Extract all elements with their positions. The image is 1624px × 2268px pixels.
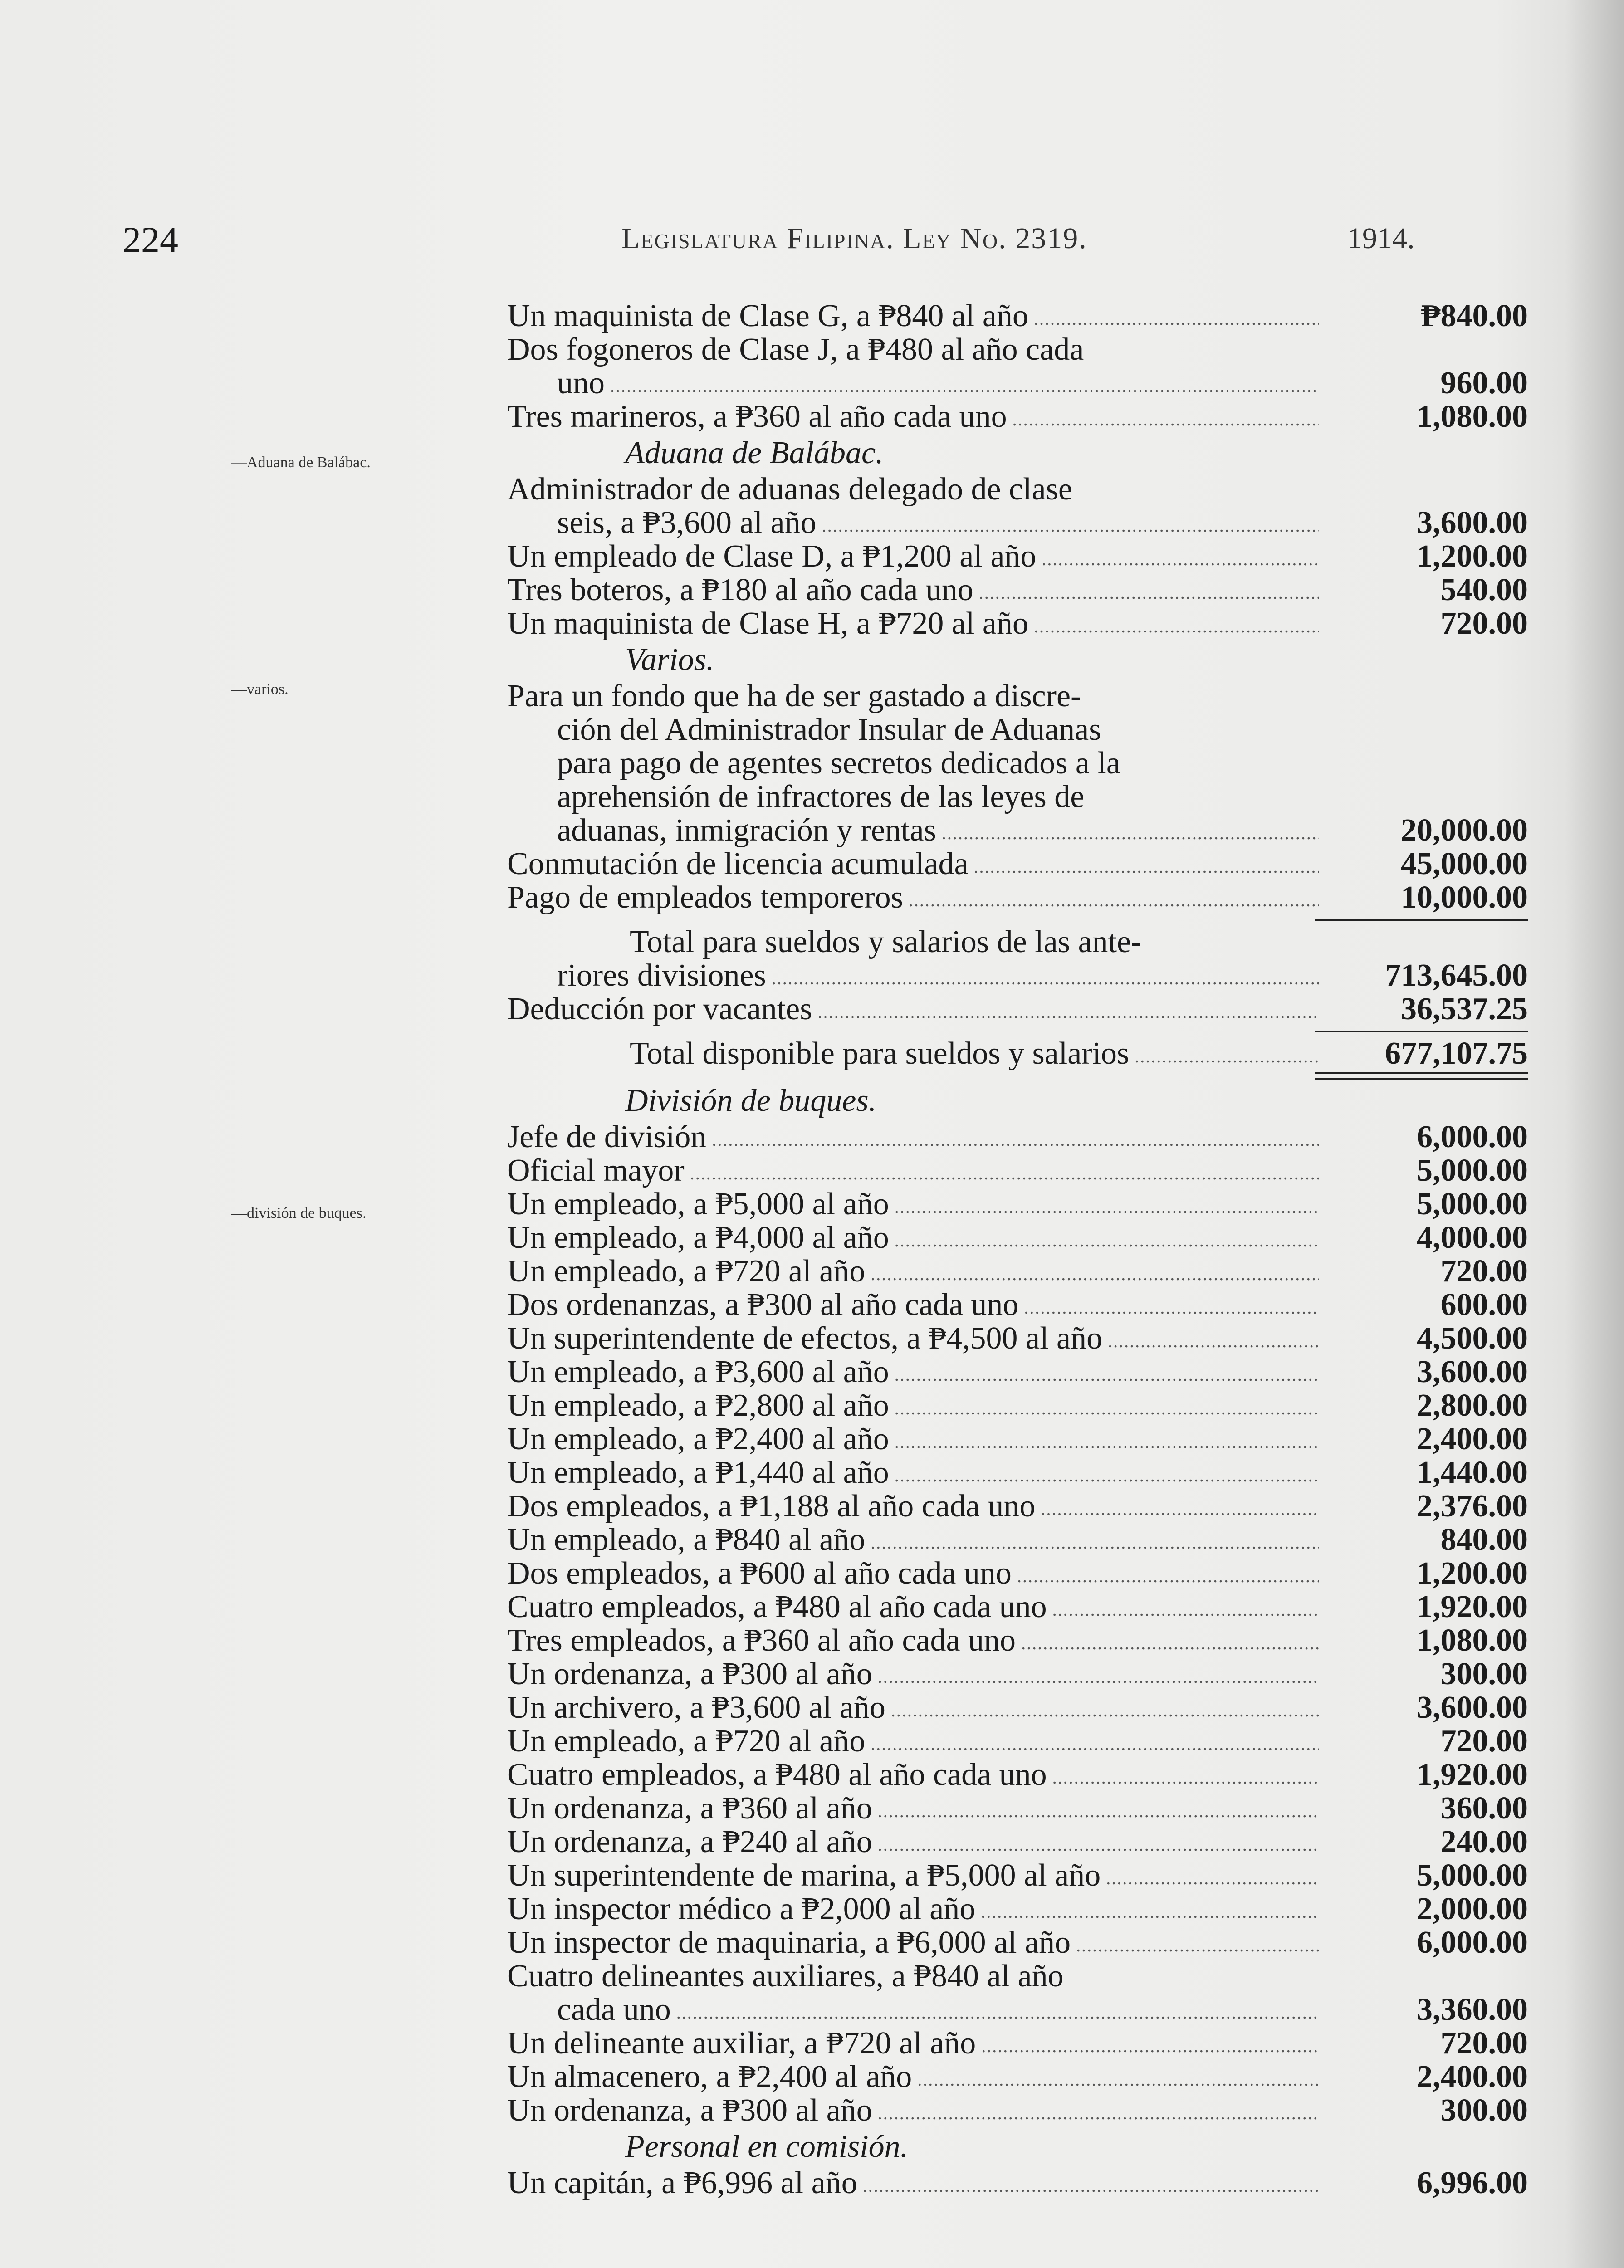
line-item [507, 2094, 1528, 2127]
line-item [507, 780, 1528, 814]
line-item [507, 299, 1528, 333]
line-item-description: Un empleado, a ₱4,000 al año ..... [507, 1221, 1319, 1257]
line-item-amount: 720.00 [1440, 1254, 1528, 1289]
line-item [507, 959, 1528, 992]
line-item [507, 992, 1528, 1026]
line-item-amount: 1,440.00 [1417, 1455, 1528, 1490]
line-item [507, 1490, 1528, 1523]
line-item-description: Dos empleados, a ₱600 al año cada uno ..... [507, 1557, 1319, 1593]
line-item-amount: 1,200.00 [1417, 539, 1528, 574]
line-item-description: Un empleado de Clase D, a ₱1,200 al año ..... [507, 540, 1319, 576]
rule-line [1315, 1031, 1528, 1032]
line-item-description: Un empleado, a ₱5,000 al año ..... [507, 1188, 1319, 1224]
line-item [507, 2166, 1528, 2200]
line-item-amount: 3,360.00 [1417, 1992, 1528, 2027]
line-item [507, 2060, 1528, 2094]
line-item [507, 1859, 1528, 1892]
header-year: 1914. [1347, 222, 1415, 255]
line-item [507, 1154, 1528, 1188]
rule-line [1315, 919, 1528, 921]
total-rule [507, 1026, 1528, 1037]
line-item-description: Un empleado, a ₱3,600 al año ..... [507, 1355, 1319, 1392]
line-item-amount: 2,400.00 [1417, 1422, 1528, 1457]
line-item [507, 1993, 1528, 2027]
line-item-amount: 720.00 [1440, 606, 1528, 641]
appropriation-list [507, 299, 1528, 2200]
double-rule [507, 1070, 1528, 1081]
line-item-description: Un almacenero, a ₱2,400 al año ..... [507, 2060, 1319, 2097]
line-item-description: Un empleado, a ₱840 al año ..... [507, 1523, 1319, 1559]
line-item [507, 1825, 1528, 1859]
total-rule [507, 914, 1528, 925]
section-heading [507, 2127, 1528, 2166]
line-item-amount: 6,000.00 [1417, 1925, 1528, 1960]
line-item-amount: 960.00 [1440, 366, 1528, 401]
line-item-description: Dos ordenanzas, a ₱300 al año cada uno ..... [507, 1288, 1319, 1325]
line-item-description: Dos fogoneros de Clase J, a ₱480 al año cada [507, 333, 1084, 367]
line-item [507, 1624, 1528, 1657]
line-item-description: Un maquinista de Clase H, a ₱720 al año ..... [507, 607, 1319, 643]
line-item [507, 1590, 1528, 1624]
line-item [507, 573, 1528, 607]
line-item [507, 713, 1528, 747]
line-item [507, 1523, 1528, 1557]
line-item-amount: 713,645.00 [1385, 958, 1528, 993]
line-item-description: Cuatro empleados, a ₱480 al año cada uno ..... [507, 1758, 1319, 1794]
line-item [507, 1758, 1528, 1792]
line-item [507, 814, 1528, 847]
line-item-amount: 2,400.00 [1417, 2059, 1528, 2094]
section-heading-text: Personal en comisión. [625, 2129, 909, 2164]
line-item-amount: 2,376.00 [1417, 1489, 1528, 1524]
line-item [507, 1389, 1528, 1422]
line-item-amount: 240.00 [1440, 1824, 1528, 1859]
line-item-amount: 360.00 [1440, 1791, 1528, 1826]
line-item-description: Un ordenanza, a ₱240 al año ..... [507, 1825, 1319, 1862]
line-item-description: Un ordenanza, a ₱300 al año ..... [507, 1657, 1319, 1694]
line-item-description: Total para sueldos y salarios de las ante- [630, 925, 1142, 959]
line-item [507, 679, 1528, 713]
page-header [122, 219, 1447, 273]
line-item-description: Para un fondo que ha de ser gastado a discre- [507, 679, 1081, 714]
margin-note-balabac: —Aduana de Balábac. [231, 454, 371, 471]
section-heading-text: Aduana de Balábac. [625, 435, 884, 470]
line-item [507, 1960, 1528, 1993]
line-item-amount: 1,080.00 [1417, 399, 1528, 434]
line-item [507, 1691, 1528, 1725]
line-item [507, 847, 1528, 881]
line-item [507, 2027, 1528, 2060]
section-heading-text: Varios. [625, 642, 714, 677]
line-item [507, 747, 1528, 780]
line-item-amount: 540.00 [1440, 572, 1528, 607]
line-item [507, 1188, 1528, 1221]
line-item-amount: 600.00 [1440, 1287, 1528, 1322]
line-item-amount: 840.00 [1440, 1522, 1528, 1557]
line-item-amount: 4,500.00 [1417, 1321, 1528, 1356]
line-item-description: Un empleado, a ₱720 al año ..... [507, 1725, 1319, 1761]
line-item-amount: 300.00 [1440, 1657, 1528, 1691]
line-item [507, 1322, 1528, 1355]
line-item [507, 1288, 1528, 1322]
line-item-description: Un ordenanza, a ₱360 al año ..... [507, 1792, 1319, 1828]
line-item [507, 400, 1528, 434]
line-item-description: uno ..... [557, 367, 1319, 403]
page-edge-shadow [1565, 0, 1624, 2268]
line-item [507, 1422, 1528, 1456]
line-item-amount: 1,920.00 [1417, 1589, 1528, 1624]
section-heading-text: División de buques. [625, 1083, 877, 1118]
line-item-description: Dos empleados, a ₱1,188 al año cada uno ..... [507, 1490, 1319, 1526]
line-item [507, 506, 1528, 540]
line-item-description: Un maquinista de Clase G, a ₱840 al año ..... [507, 299, 1319, 336]
line-item-description: Un empleado, a ₱2,400 al año ..... [507, 1422, 1319, 1459]
line-item [507, 881, 1528, 914]
line-item-amount: 10,000.00 [1401, 880, 1528, 915]
line-item-description: Tres empleados, a ₱360 al año cada uno ..... [507, 1624, 1319, 1660]
margin-note-varios: —varios. [231, 681, 289, 698]
line-item-description: riores divisiones ..... [557, 959, 1319, 995]
line-item-description: Un superintendente de marina, a ₱5,000 al año ..... [507, 1859, 1319, 1895]
line-item-description: Un empleado, a ₱2,800 al año ..... [507, 1389, 1319, 1425]
line-item [507, 1926, 1528, 1960]
line-item-amount: 720.00 [1440, 2026, 1528, 2061]
line-item [507, 367, 1528, 400]
line-item [507, 333, 1528, 367]
line-item-amount: 5,000.00 [1417, 1187, 1528, 1222]
line-item-description: Un delineante auxiliar, a ₱720 al año ..... [507, 2027, 1319, 2063]
line-item-description: Un capitán, a ₱6,996 al año ..... [507, 2166, 1319, 2203]
line-item-description: Administrador de aduanas delegado de clase [507, 473, 1072, 507]
line-item-amount: 6,000.00 [1417, 1119, 1528, 1154]
line-item-description: Un superintendente de efectos, a ₱4,500 al año ..... [507, 1322, 1319, 1358]
line-item-amount: 3,600.00 [1417, 1354, 1528, 1389]
section-heading [507, 434, 1528, 473]
line-item [507, 925, 1528, 959]
line-item-amount: 1,920.00 [1417, 1757, 1528, 1792]
line-item-amount: 720.00 [1440, 1724, 1528, 1759]
line-item-amount: 6,996.00 [1417, 2165, 1528, 2200]
line-item-description: Total disponible para sueldos y salarios ..... [630, 1037, 1319, 1073]
line-item [507, 1892, 1528, 1926]
line-item-description: Un inspector de maquinaria, a ₱6,000 al año ..... [507, 1926, 1319, 1962]
line-item [507, 1120, 1528, 1154]
line-item-amount: 4,000.00 [1417, 1220, 1528, 1255]
line-item [507, 1221, 1528, 1255]
line-item-description: Conmutación de licencia acumulada ..... [507, 847, 1319, 884]
line-item-description: Tres marineros, a ₱360 al año cada uno ..... [507, 400, 1319, 436]
line-item-description: cada uno ..... [557, 1993, 1319, 2029]
line-item-description: Un empleado, a ₱1,440 al año ..... [507, 1456, 1319, 1492]
line-item-description: Un empleado, a ₱720 al año ..... [507, 1255, 1319, 1291]
line-item-description: Deducción por vacantes ..... [507, 992, 1319, 1029]
line-item-amount: 1,200.00 [1417, 1556, 1528, 1591]
line-item [507, 1037, 1528, 1070]
line-item-description: Un ordenanza, a ₱300 al año ..... [507, 2094, 1319, 2130]
line-item [507, 1456, 1528, 1490]
line-item-amount: 1,080.00 [1417, 1623, 1528, 1658]
line-item [507, 1792, 1528, 1825]
section-heading [507, 640, 1528, 679]
line-item-description: Un inspector médico a ₱2,000 al año ..... [507, 1892, 1319, 1929]
line-item-description: Oficial mayor ..... [507, 1154, 1319, 1190]
line-item-description: para pago de agentes secretos dedicados a la [557, 747, 1120, 781]
line-item [507, 1355, 1528, 1389]
line-item-amount: 3,600.00 [1417, 505, 1528, 540]
line-item-amount: 45,000.00 [1401, 846, 1528, 881]
section-heading [507, 1081, 1528, 1120]
page-number: 224 [122, 219, 178, 260]
line-item-amount: 2,800.00 [1417, 1388, 1528, 1423]
running-head: Legislatura Filipina. Ley No. 2319. [621, 222, 1087, 255]
line-item-description: aprehensión de infractores de las leyes de [557, 780, 1085, 814]
margin-note-division-buques: —división de buques. [231, 1205, 367, 1222]
line-item-amount: 2,000.00 [1417, 1892, 1528, 1926]
line-item-description: aduanas, inmigración y rentas ..... [557, 814, 1319, 850]
line-item-description: Un archivero, a ₱3,600 al año ..... [507, 1691, 1319, 1727]
line-item-amount: 20,000.00 [1401, 813, 1528, 848]
line-item [507, 540, 1528, 573]
line-item [507, 1255, 1528, 1288]
line-item [507, 607, 1528, 640]
line-item-amount: 3,600.00 [1417, 1690, 1528, 1725]
line-item-amount: 36,537.25 [1401, 992, 1528, 1026]
line-item-description: seis, a ₱3,600 al año ..... [557, 506, 1319, 543]
line-item-amount: 300.00 [1440, 2093, 1528, 2128]
line-item-description: Cuatro delineantes auxiliares, a ₱840 al año [507, 1960, 1064, 1994]
rule-line [1315, 1072, 1528, 1080]
line-item-amount: ₱840.00 [1421, 298, 1528, 333]
line-item-description: Tres boteros, a ₱180 al año cada uno ..... [507, 573, 1319, 610]
line-item-amount: 5,000.00 [1417, 1153, 1528, 1188]
line-item [507, 473, 1528, 506]
line-item-description: ción del Administrador Insular de Aduanas [557, 713, 1101, 747]
line-item [507, 1657, 1528, 1691]
line-item-description: Jefe de división ..... [507, 1120, 1319, 1157]
line-item-amount: 677,107.75 [1385, 1036, 1528, 1071]
line-item-description: Cuatro empleados, a ₱480 al año cada uno ..... [507, 1590, 1319, 1627]
line-item [507, 1725, 1528, 1758]
line-item [507, 1557, 1528, 1590]
line-item-amount: 5,000.00 [1417, 1858, 1528, 1893]
line-item-description: Pago de empleados temporeros ..... [507, 881, 1319, 917]
